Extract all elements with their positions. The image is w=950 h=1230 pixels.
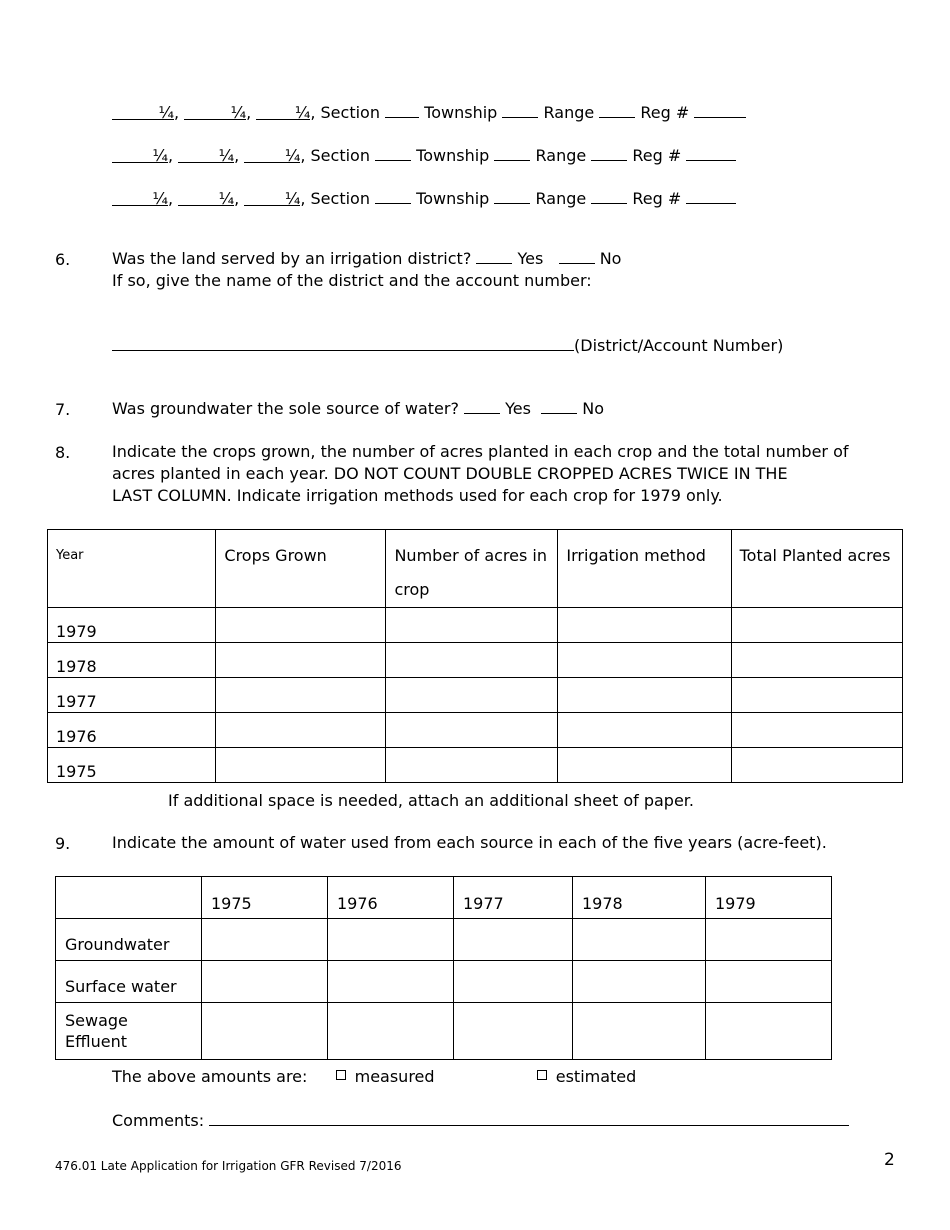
- amount-cell[interactable]: [202, 919, 328, 961]
- range-label: Range: [535, 146, 587, 165]
- range-label: Range: [535, 189, 587, 208]
- legal-description-row-1: ¼, ¼, ¼, Section Township Range Reg #: [112, 102, 746, 122]
- acres-cell[interactable]: [386, 748, 558, 783]
- amounts-type-row: [112, 1067, 636, 1086]
- question-6-number: 6.: [55, 250, 71, 269]
- crops-cell[interactable]: [216, 643, 386, 678]
- range-label: Range: [543, 103, 595, 122]
- column-header-year: 1976: [328, 877, 454, 919]
- district-account-label: (District/Account Number): [574, 336, 784, 355]
- source-label: Groundwater: [56, 919, 202, 961]
- q7-no-field[interactable]: [541, 398, 577, 414]
- reg-field[interactable]: [686, 188, 736, 204]
- quarter-2-field[interactable]: [178, 190, 234, 206]
- crops-cell[interactable]: [216, 748, 386, 783]
- column-header-year: 1977: [454, 877, 573, 919]
- crops-cell[interactable]: [216, 713, 386, 748]
- township-label: Township: [424, 103, 498, 122]
- comments-field[interactable]: [209, 1110, 849, 1126]
- township-label: Township: [416, 189, 490, 208]
- column-header-crops: Crops Grown: [216, 530, 386, 608]
- legal-description-row-2: ¼, ¼, ¼, Section Township Range Reg #: [112, 145, 736, 165]
- q6-yes-label: Yes: [517, 249, 544, 268]
- amount-cell[interactable]: [573, 1003, 706, 1060]
- section-field[interactable]: [385, 102, 419, 118]
- amount-cell[interactable]: [328, 961, 454, 1003]
- comments-row: [112, 1110, 849, 1130]
- source-label: Sewage Effluent: [56, 1003, 202, 1060]
- district-account-field[interactable]: [112, 335, 574, 351]
- column-header-year: 1979: [706, 877, 832, 919]
- question-7-text: Was groundwater the sole source of water?: [112, 399, 459, 418]
- water-table-header: [56, 877, 832, 919]
- acres-cell[interactable]: [386, 643, 558, 678]
- section-field[interactable]: [375, 145, 411, 161]
- range-field[interactable]: [591, 145, 627, 161]
- total-cell[interactable]: [731, 678, 902, 713]
- legal-description-row-3: ¼, ¼, ¼, Section Township Range Reg #: [112, 188, 736, 208]
- year-cell: 1976: [48, 713, 216, 748]
- q6-no-field[interactable]: [559, 248, 595, 264]
- quarter-3-field[interactable]: [244, 147, 300, 163]
- question-9-text: Indicate the amount of water used from each source in each of the five years (acre-feet).: [112, 833, 827, 852]
- question-6-followup: If so, give the name of the district and the account number:: [112, 271, 592, 290]
- year-cell: 1977: [48, 678, 216, 713]
- reg-label: Reg #: [632, 146, 682, 165]
- page-number: 2: [884, 1150, 895, 1170]
- crops-cell[interactable]: [216, 678, 386, 713]
- q6-no-label: No: [599, 249, 622, 268]
- range-field[interactable]: [599, 102, 635, 118]
- q6-yes-field[interactable]: [476, 248, 512, 264]
- column-header-total: Total Planted acres: [731, 530, 902, 608]
- range-field[interactable]: [591, 188, 627, 204]
- q7-yes-label: Yes: [505, 399, 531, 418]
- question-9-number: 9.: [55, 834, 71, 853]
- amount-cell[interactable]: [454, 919, 573, 961]
- measured-label: measured: [354, 1067, 435, 1086]
- question-7-number: 7.: [55, 400, 71, 419]
- district-account-row: [112, 335, 783, 355]
- amount-cell[interactable]: [454, 1003, 573, 1060]
- column-header-irrigation: Irrigation method: [558, 530, 731, 608]
- total-cell[interactable]: [731, 608, 902, 643]
- estimated-label: estimated: [555, 1067, 637, 1086]
- quarter-symbol: ¼: [284, 189, 301, 208]
- amount-cell[interactable]: [706, 1003, 832, 1060]
- table-row: [48, 678, 903, 713]
- column-header-year: Year: [48, 530, 216, 608]
- reg-field[interactable]: [694, 102, 746, 118]
- quarter-symbol: ¼: [230, 103, 247, 122]
- section-label: Section: [310, 146, 370, 165]
- irrigation-cell[interactable]: [558, 748, 731, 783]
- column-header-year: 1975: [202, 877, 328, 919]
- crops-table-header: [48, 530, 903, 608]
- township-field[interactable]: [494, 188, 530, 204]
- acres-cell[interactable]: [386, 608, 558, 643]
- question-8-line-2: acres planted in each year. DO NOT COUNT DOUBLE CROPPED ACRES TWICE IN THE: [112, 464, 788, 483]
- amount-cell[interactable]: [573, 919, 706, 961]
- amount-cell[interactable]: [454, 961, 573, 1003]
- total-cell[interactable]: [731, 748, 902, 783]
- quarter-symbol: ¼: [218, 189, 235, 208]
- year-cell: 1978: [48, 643, 216, 678]
- quarter-1-field[interactable]: [112, 147, 168, 163]
- table-row: [56, 919, 832, 961]
- column-header-acres: Number of acres in crop: [386, 530, 558, 608]
- water-source-table: [55, 876, 832, 1060]
- additional-space-note: If additional space is needed, attach an additional sheet of paper.: [168, 791, 694, 810]
- quarter-2-field[interactable]: [178, 147, 234, 163]
- section-field[interactable]: [375, 188, 411, 204]
- amount-cell[interactable]: [706, 919, 832, 961]
- empty-header-cell: [56, 877, 202, 919]
- crops-table: [47, 529, 903, 783]
- total-cell[interactable]: [731, 643, 902, 678]
- section-label: Section: [310, 189, 370, 208]
- quarter-symbol: ¼: [218, 146, 235, 165]
- question-6-text: Was the land served by an irrigation district?: [112, 249, 472, 268]
- quarter-1-field[interactable]: [112, 190, 168, 206]
- irrigation-cell[interactable]: [558, 678, 731, 713]
- amount-cell[interactable]: [573, 961, 706, 1003]
- quarter-symbol: ¼: [152, 189, 168, 208]
- question-8-text: [112, 441, 892, 507]
- estimated-checkbox[interactable]: [537, 1070, 547, 1080]
- measured-checkbox[interactable]: [336, 1070, 346, 1080]
- township-field[interactable]: [502, 102, 538, 118]
- quarter-symbol: ¼: [158, 103, 174, 122]
- township-field[interactable]: [494, 145, 530, 161]
- irrigation-cell[interactable]: [558, 713, 731, 748]
- q7-yes-field[interactable]: [464, 398, 500, 414]
- amount-cell[interactable]: [706, 961, 832, 1003]
- reg-label: Reg #: [632, 189, 682, 208]
- amount-cell[interactable]: [202, 1003, 328, 1060]
- irrigation-cell[interactable]: [558, 608, 731, 643]
- comments-label: Comments:: [112, 1111, 205, 1130]
- table-row: [56, 961, 832, 1003]
- reg-label: Reg #: [640, 103, 690, 122]
- amount-cell[interactable]: [328, 1003, 454, 1060]
- table-row: [48, 748, 903, 783]
- source-label: Surface water: [56, 961, 202, 1003]
- question-8-line-1: Indicate the crops grown, the number of acres planted in each crop and the total number of: [112, 442, 849, 461]
- crops-cell[interactable]: [216, 608, 386, 643]
- year-cell: 1979: [48, 608, 216, 643]
- township-label: Township: [416, 146, 490, 165]
- table-row: [56, 1003, 832, 1060]
- total-cell[interactable]: [731, 713, 902, 748]
- table-row: [48, 713, 903, 748]
- year-cell: 1975: [48, 748, 216, 783]
- question-8-number: 8.: [55, 443, 71, 462]
- quarter-symbol: ¼: [284, 146, 301, 165]
- q7-no-label: No: [582, 399, 604, 418]
- quarter-2-field[interactable]: [184, 104, 246, 120]
- question-6: [112, 248, 621, 292]
- amounts-label: The above amounts are:: [112, 1067, 308, 1086]
- acres-cell[interactable]: [386, 713, 558, 748]
- quarter-1-field[interactable]: [112, 104, 174, 120]
- question-8-line-3: LAST COLUMN. Indicate irrigation methods used for each crop for 1979 only.: [112, 486, 723, 505]
- amount-cell[interactable]: [202, 961, 328, 1003]
- irrigation-cell[interactable]: [558, 643, 731, 678]
- table-row: [48, 643, 903, 678]
- column-header-year: 1978: [573, 877, 706, 919]
- quarter-symbol: ¼: [294, 103, 311, 122]
- question-7: [112, 398, 604, 420]
- table-row: [48, 608, 903, 643]
- form-identifier: 476.01 Late Application for Irrigation GFR Revised 7/2016: [55, 1159, 402, 1173]
- quarter-symbol: ¼: [152, 146, 168, 165]
- quarter-3-field[interactable]: [256, 104, 310, 120]
- acres-cell[interactable]: [386, 678, 558, 713]
- reg-field[interactable]: [686, 145, 736, 161]
- section-label: Section: [320, 103, 380, 122]
- quarter-3-field[interactable]: [244, 190, 300, 206]
- amount-cell[interactable]: [328, 919, 454, 961]
